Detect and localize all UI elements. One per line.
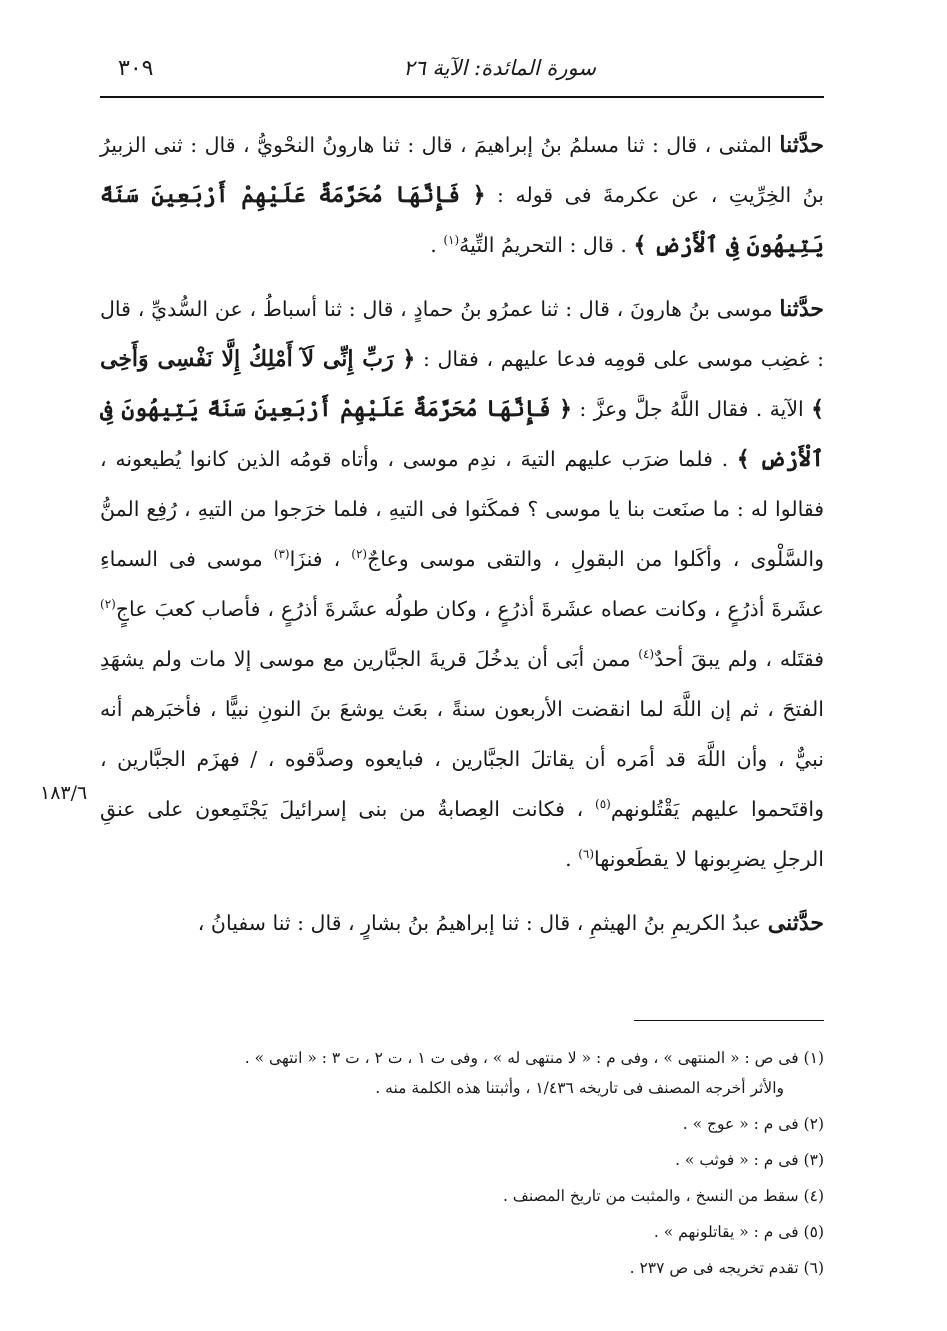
footnote-marker: (٢) bbox=[351, 547, 368, 562]
footnote-marker: (١) bbox=[443, 233, 460, 248]
paragraph-text: ، فكانت العِصابةُ من بنى إسرائيلَ يَجْتَمِعون على عنقِ الرجلِ يضرِبونها لا يقطَعونها bbox=[100, 797, 824, 871]
footnote-continuation: والأثر أخرجه المصنف فى تاريخه ١/٤٣٦ ، وأثبتنا هذه الكلمة منه . bbox=[375, 1079, 784, 1097]
paragraph-text: الآية . فقال اللَّهُ جلَّ وعزَّ : bbox=[572, 397, 812, 421]
footnote: (٥) فى م : « يقاتلونهم » . bbox=[653, 1223, 824, 1241]
paragraph-text: . فلما ضرَب عليهم التيهَ ، ندِم موسى ، وأتاه قومُه الذين كانوا يُطيعونه ، فقالوا له : ما صنَعت بنا يا موسى ؟ فمكَثوا فى التيهِ ، فلما خرَجوا من التيهِ ، رُفِع المنُّ والسَّلْوى ، وأكَلوا من البقولِ ، والتقى موسى وعاجٌ bbox=[100, 447, 824, 571]
paragraph-text: ، فنزَا bbox=[289, 547, 352, 571]
quran-quote: ﴿ فَإِنَّهَا مُحَرَّمَةٌ عَلَيْهِمْ أَرْبَعِينَ سَنَةً يَتِيهُونَ فِى ٱلْأَرْضِ ﴾ bbox=[100, 396, 824, 472]
paragraph-lead: حدَّثنى bbox=[767, 910, 824, 936]
footnote: (٤) سقط من النسخ ، والمثبت من تاريخ المصنف . bbox=[502, 1187, 824, 1205]
header-rule bbox=[100, 96, 824, 98]
footnote: (٢) فى م : « عوج » . bbox=[682, 1115, 824, 1133]
footnotes bbox=[140, 1040, 824, 1286]
footnote-marker: (٦) bbox=[578, 847, 595, 862]
paragraph-text: . قال : التحريمُ التِّيهُ bbox=[459, 233, 634, 257]
footnote-rule bbox=[634, 1020, 824, 1021]
running-header bbox=[100, 52, 826, 92]
margin-reference: ١٨٣/٦ bbox=[40, 782, 88, 804]
quran-quote: ﴿ رَبِّ إِنِّى لَآ أَمْلِكُ إِلَّا نَفْسِى وَأَخِى ﴾ bbox=[100, 346, 824, 422]
footnote: (٣) فى م : « فوثب » . bbox=[675, 1151, 824, 1169]
paragraph-text: . bbox=[430, 233, 444, 257]
paragraph-lead: حدَّثنا bbox=[779, 296, 824, 322]
footnote-marker: (٢) bbox=[100, 597, 116, 612]
main-text bbox=[100, 120, 824, 962]
paragraph-text: موسى بنُ هارونَ ، قال : ثنا عمرُو بنُ حمادٍ ، قال : ثنا أسباطُ ، عن السُّديِّ ، قال : غضِب موسى على قومِه فدعا عليهم ، فقال : bbox=[100, 297, 824, 371]
quran-quote: ﴿ فَإِنَّهَا مُحَرَّمَةٌ عَلَيْهِمْ أَرْبَعِينَ سَنَةً يَتِيهُونَ فِى ٱلْأَرْضِ ﴾ bbox=[100, 182, 824, 258]
paragraph-text: عبدُ الكريمِ بنُ الهيثمِ ، قال : ثنا إبراهيمُ بنُ بشارٍ ، قال : ثنا سفيانُ ، bbox=[197, 911, 768, 935]
paragraph-2 bbox=[100, 284, 824, 884]
paragraph-text: المثنى ، قال : ثنا مسلمُ بنُ إبراهيمَ ، قال : ثنا هارونُ النحْويُّ ، قال : ثنى الزبيرُ بنُ الخِرِّيتِ ، عن عكرمةَ فى قوله : bbox=[100, 133, 824, 207]
footnote-marker: (٤) bbox=[638, 647, 655, 662]
paragraph-text: موسى فى السماءِ عشَرةَ أذرُعٍ ، وكانت عصاه عشَرةَ أذرُعٍ ، وكان طولُه عشَرةَ أذرُعٍ ، فأصاب كعبَ عاجٍ bbox=[100, 547, 824, 621]
footnote-marker: (٣) bbox=[273, 547, 290, 562]
paragraph-text: فقتَله ، ولم يبقَ أحدٌ bbox=[654, 647, 824, 671]
paragraph-1 bbox=[100, 120, 824, 270]
paragraph-text: ممن أبَى أن يدخُلَ قريةَ الجبَّارين مع موسى إلا مات ولم يشهَدِ الفتحَ ، ثم إن اللَّهَ لما انقضت الأربعون سنةً ، بعَث يوشعَ بنَ النونِ نبيًّا ، فأخبَرهم أنه نبيٌّ ، وأن اللَّهَ قد أمَره أن يقاتلَ الجبَّارين ، فبايعوه وصدَّقوه ، / فهزَم الجبَّارين ، واقتَحموا عليهم يَقْتُلونهم bbox=[100, 647, 825, 821]
page-number: ٣٠٩ bbox=[118, 56, 154, 81]
running-title: سورة المائدة: الآية ٢٦ bbox=[403, 56, 596, 80]
footnote: (٦) تقدم تخريجه فى ص ٢٣٧ . bbox=[629, 1259, 824, 1277]
paragraph-lead: حدَّثنا bbox=[779, 132, 824, 158]
footnote-marker: (٥) bbox=[595, 797, 611, 812]
footnote: (١) فى ص : « المنتهى » ، وفى م : « لا منتهى له » ، وفى ت ١ ، ت ٢ ، ت ٣ : « انتهى » . bbox=[244, 1049, 824, 1067]
paragraph-3 bbox=[100, 898, 824, 948]
paragraph-text: . bbox=[565, 847, 579, 871]
